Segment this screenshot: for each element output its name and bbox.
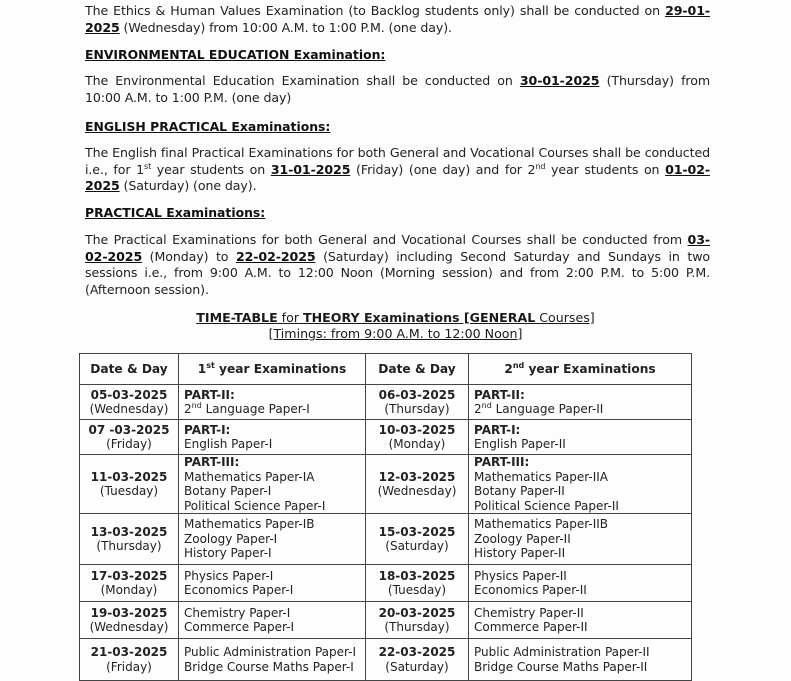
exam-date: 20-03-2025 [378, 605, 456, 620]
practical-text-1: The Practical Examinations for both General and Vocational Courses shall be conducted from [85, 232, 688, 247]
exam-cell-2nd-year [469, 639, 692, 681]
exam-day: (Tuesday) [387, 583, 447, 597]
environmental-heading: ENVIRONMENTAL EDUCATION Examination: [85, 47, 386, 62]
practical-date-1: 03-02-2025 [85, 232, 710, 264]
table-row [80, 385, 692, 420]
part-label: PART-III: [184, 455, 240, 469]
subject-name: History Paper-II [474, 546, 566, 561]
header-rest: year Examinations [524, 361, 656, 376]
subject-name: Commerce Paper-II [474, 620, 588, 634]
table-header-row [80, 354, 692, 385]
table-row [80, 565, 692, 602]
timings-text: [Timings: from 9:00 A.M. to 12:00 Noon] [268, 326, 523, 341]
exam-day: (Wednesday) [89, 402, 169, 416]
header-exam-1 [179, 354, 366, 385]
exam-cell-1st-year [179, 420, 366, 455]
timetable-table [79, 353, 692, 681]
exam-cell-1st-year [179, 455, 366, 514]
date-cell-1st-year [80, 385, 179, 420]
exam-date: 15-03-2025 [378, 524, 456, 539]
exam-day: (Friday) [106, 437, 152, 451]
exam-day: (Monday) [100, 583, 158, 597]
english-date-2: 01-02-2025 [85, 161, 710, 193]
exam-date: 11-03-2025 [90, 469, 168, 484]
table-row [80, 455, 692, 514]
title-part-4: Courses] [535, 310, 595, 325]
english-text-2: year students on [151, 161, 271, 177]
english-text-4: year students on [545, 161, 666, 177]
header-sup: st [206, 360, 215, 370]
table-row [80, 420, 692, 455]
ethics-text-after: (Wednesday) from 10:00 A.M. to 1:00 P.M. (one day). [119, 19, 452, 35]
part-label: PART-II: [474, 387, 525, 402]
subject-name: Physics Paper-I [184, 568, 274, 583]
exam-day: (Tuesday) [99, 484, 159, 498]
exam-day: (Thursday) [96, 539, 162, 553]
subject-name: Zoology Paper-I [184, 531, 278, 546]
exam-day: (Monday) [388, 437, 446, 451]
timetable-timings [0, 326, 791, 342]
date-cell-2nd-year [366, 420, 469, 455]
subject-name: Bridge Course Maths Paper-I [184, 659, 354, 674]
title-part-2: for [277, 310, 303, 325]
exam-date: 17-03-2025 [90, 568, 168, 583]
table-body [80, 385, 692, 681]
part-label: PART-II: [184, 387, 235, 402]
subject-name: Mathematics Paper-IIA [474, 469, 608, 484]
practical-text-2: (Monday) to [142, 248, 236, 264]
date-cell-2nd-year [366, 385, 469, 420]
exam-date: 22-03-2025 [378, 645, 456, 659]
subject-name: Botany Paper-II [474, 484, 565, 498]
exam-date: 05-03-2025 [90, 387, 168, 402]
part-label: PART-I: [184, 422, 231, 437]
subject-name: Bridge Course Maths Paper-II [474, 659, 648, 674]
header-date-2: Date & Day [366, 354, 469, 385]
subject-name: Chemistry Paper-II [474, 605, 584, 620]
subject-name: Economics Paper-I [184, 583, 294, 597]
environmental-text-after: (Thursday) from 10:00 A.M. to 1:00 P.M. (one day) [85, 73, 710, 105]
part-label: PART-III: [474, 455, 530, 469]
exam-cell-2nd-year [469, 602, 692, 639]
subject-name: Zoology Paper-II [474, 531, 571, 546]
timetable-title [0, 310, 791, 326]
date-cell-2nd-year [366, 602, 469, 639]
exam-day: (Thursday) [384, 620, 450, 634]
date-cell-2nd-year [366, 639, 469, 681]
exam-cell-2nd-year [469, 455, 692, 514]
environmental-text: The Environmental Education Examination shall be conducted on [85, 73, 520, 88]
exam-cell-1st-year [179, 602, 366, 639]
english-text-1: The English final Practical Examinations for both General and Vocational Courses shall be conducted i.e., for 1 [85, 145, 710, 177]
subject-name: Mathematics Paper-IB [184, 517, 315, 532]
ethics-text: The Ethics & Human Values Examination (to Backlog students only) shall be conducted on [85, 3, 666, 18]
subject-name: Mathematics Paper-IIB [474, 517, 609, 532]
exam-day: (Wednesday) [89, 620, 169, 634]
environmental-paragraph [85, 73, 710, 106]
subject-name: History Paper-I [184, 546, 272, 561]
date-cell-2nd-year [366, 455, 469, 514]
date-cell-1st-year [80, 420, 179, 455]
header-sup: nd [512, 360, 525, 370]
subject-name: Political Science Paper-I [184, 498, 326, 513]
ethics-paragraph [85, 3, 710, 36]
exam-day: (Wednesday) [377, 484, 457, 498]
exam-day: (Friday) [106, 659, 152, 674]
date-cell-1st-year [80, 455, 179, 514]
environmental-date: 30-01-2025 [519, 73, 600, 88]
english-date-1: 31-01-2025 [270, 161, 351, 177]
superscript: nd [535, 161, 546, 171]
table-row [80, 639, 692, 681]
superscript: nd [191, 401, 202, 410]
header-date-1: Date & Day [80, 354, 179, 385]
exam-date: 18-03-2025 [378, 568, 456, 583]
exam-date: 10-03-2025 [378, 422, 456, 437]
exam-cell-1st-year [179, 385, 366, 420]
subject-name: Commerce Paper-I [184, 620, 295, 634]
practical-text-3: (Saturday) including Second Saturday and Sundays in two sessions i.e., from 9:00 A.M. to 12:00 Noon (Morning session) and from 2:00 P.M. to 5:00 P.M. (Afternoon session). [85, 248, 710, 297]
table-row [80, 602, 692, 639]
date-cell-1st-year [80, 514, 179, 565]
table-row [80, 514, 692, 565]
header-rest: year Examinations [214, 361, 347, 376]
date-cell-2nd-year [366, 565, 469, 602]
subject-name: Economics Paper-II [474, 583, 587, 597]
title-part-1: TIME-TABLE [196, 310, 278, 325]
subject-name: Political Science Paper-II [474, 498, 619, 513]
superscript: st [144, 161, 152, 171]
subject-name: Public Administration Paper-II [474, 645, 650, 659]
header-exam-2 [469, 354, 692, 385]
subject-name: 2nd Language Paper-I [184, 401, 310, 416]
exam-date: 19-03-2025 [90, 605, 168, 620]
exam-cell-1st-year [179, 514, 366, 565]
exam-cell-2nd-year [469, 565, 692, 602]
exam-date: 12-03-2025 [378, 469, 456, 484]
exam-day: (Saturday) [385, 659, 449, 674]
header-num: 1 [197, 361, 207, 376]
date-cell-1st-year [80, 602, 179, 639]
english-practical-heading: ENGLISH PRACTICAL Examinations: [85, 119, 331, 134]
exam-date: 13-03-2025 [90, 524, 168, 539]
subject-name: Chemistry Paper-I [184, 605, 291, 620]
part-label: PART-I: [474, 422, 521, 437]
subject-name: English Paper-I [184, 437, 273, 451]
exam-cell-2nd-year [469, 514, 692, 565]
exam-date: 06-03-2025 [378, 387, 456, 402]
exam-cell-1st-year [179, 565, 366, 602]
english-practical-paragraph [85, 145, 710, 195]
exam-date: 07 -03-2025 [88, 422, 170, 437]
exam-date: 21-03-2025 [90, 645, 168, 659]
subject-name: Public Administration Paper-I [184, 645, 357, 659]
subject-name: 2nd Language Paper-II [474, 401, 604, 416]
exam-cell-2nd-year [469, 385, 692, 420]
english-text-3: (Friday) (one day) and for 2 [350, 161, 536, 177]
header-num: 2 [504, 361, 513, 376]
subject-name: English Paper-II [474, 437, 566, 451]
date-cell-1st-year [80, 565, 179, 602]
date-cell-2nd-year [366, 514, 469, 565]
ethics-date: 29-01-2025 [85, 3, 710, 35]
subject-name: Botany Paper-I [184, 484, 272, 498]
superscript: nd [481, 401, 492, 410]
subject-name: Physics Paper-II [474, 568, 567, 583]
english-text-5: (Saturday) (one day). [119, 178, 257, 193]
practical-date-2: 22-02-2025 [235, 248, 316, 264]
title-part-3: THEORY Examinations [GENERAL [303, 310, 536, 325]
practical-paragraph [85, 232, 710, 298]
exam-cell-1st-year [179, 639, 366, 681]
exam-cell-2nd-year [469, 420, 692, 455]
exam-day: (Thursday) [384, 402, 450, 416]
date-cell-1st-year [80, 639, 179, 681]
practical-heading: PRACTICAL Examinations: [85, 205, 266, 220]
subject-name: Mathematics Paper-IA [184, 469, 315, 484]
exam-day: (Saturday) [385, 539, 449, 553]
